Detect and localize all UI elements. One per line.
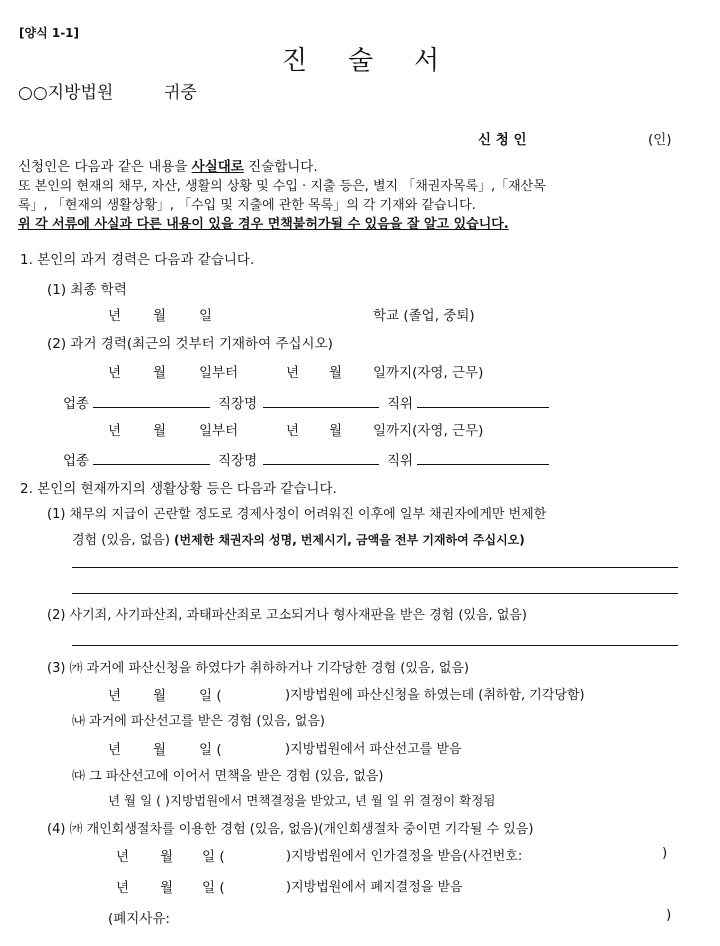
career2-industry-label: 업종: [63, 453, 90, 469]
career2-from-day: 일부터: [199, 423, 239, 439]
career1-to-year: 년: [286, 365, 300, 381]
career2-company-field[interactable]: [263, 464, 379, 465]
q3c-label: ㈐ 그 파산선고에 이어서 면책을 받은 경험 (있음, 없음): [72, 769, 384, 784]
q4-approval-month: 월: [160, 849, 174, 865]
career2-position-field[interactable]: [417, 464, 549, 465]
q3c-detail: 년 월 일 ( )지방법원에서 면책결정을 받았고, 년 월 일 위 결정이 확정됨: [108, 793, 496, 808]
intro-warning: 위 각 서류에 사실과 다른 내용이 있을 경우 면책불허가될 수 있음을 잘 알고 있습니다.: [18, 217, 509, 232]
q4-abolish-day: 일 (: [202, 880, 225, 896]
title-char-3: 서: [414, 46, 440, 76]
q2-answer-line[interactable]: [72, 645, 678, 646]
career1-from-day: 일부터: [199, 365, 239, 381]
edu-year: 년: [108, 308, 122, 324]
career2-from-month: 월: [153, 423, 167, 439]
q4-abolish-year: 년: [116, 880, 130, 896]
q4-abolish-detail: )지방법원에서 폐지결정을 받음: [286, 880, 463, 895]
q3a-month: 월: [153, 688, 167, 704]
q4-abolish-month: 월: [160, 880, 174, 896]
career2-to-month: 월: [329, 423, 343, 439]
q4-approval-close: ): [662, 845, 668, 861]
career2-from-year: 년: [108, 423, 122, 439]
q1-line-1: (1) 채무의 지급이 곤란할 정도로 경제사정이 어려워진 이후에 일부 채권자에게만 번제한: [47, 507, 547, 522]
form-code: [양식 1-1]: [19, 26, 80, 40]
career1-industry-field[interactable]: [93, 407, 210, 408]
q4-approval-day: 일 (: [202, 849, 225, 865]
education-label: (1) 최종 학력: [47, 282, 127, 298]
career1-to-day: 일까지(자영, 근무): [373, 365, 484, 381]
career2-position-label: 직위: [387, 453, 414, 469]
q3b-detail: )지방법원에서 파산선고를 받음: [285, 742, 462, 757]
q3a-label: (3) ㈎ 과거에 파산신청을 하였다가 취하하거나 기각당한 경험 (있음, 없음): [47, 661, 469, 676]
q4-approval-detail: )지방법원에서 인가결정을 받음(사건번호:: [286, 849, 523, 864]
title-char-1: 진: [282, 46, 308, 76]
career1-industry-label: 업종: [63, 396, 90, 412]
edu-day: 일: [199, 308, 213, 324]
court-suffix: 귀중: [164, 83, 197, 103]
career2-to-day: 일까지(자영, 근무): [373, 423, 484, 439]
q3b-label: ㈏ 과거에 파산선고를 받은 경험 (있음, 없음): [72, 714, 325, 729]
q4-approval-year: 년: [116, 849, 130, 865]
career1-position-label: 직위: [387, 396, 414, 412]
q4-reason-label: (폐지사유:: [108, 911, 170, 927]
q3a-year: 년: [108, 688, 122, 704]
q3b-month: 월: [153, 742, 167, 758]
career1-company-field[interactable]: [263, 407, 379, 408]
career1-from-month: 월: [153, 365, 167, 381]
career1-position-field[interactable]: [417, 407, 549, 408]
section1-heading: 1. 본인의 과거 경력은 다음과 같습니다.: [20, 252, 255, 268]
career2-company-label: 직장명: [218, 453, 258, 469]
q3b-year: 년: [108, 742, 122, 758]
q4-label: (4) ㈎ 개인회생절차를 이용한 경험 (있음, 없음)(개인회생절차 중이면 기각될 수 있음): [47, 822, 534, 837]
intro-line-1: 신청인은 다음과 같은 내용을 사실대로 진술합니다.: [18, 159, 318, 175]
career2-to-year: 년: [286, 423, 300, 439]
q3a-detail: )지방법원에 파산신청을 하였는데 (취하함, 기각당함): [285, 688, 585, 703]
career-label: (2) 과거 경력(최근의 것부터 기재하여 주십시오): [47, 336, 333, 352]
q3b-day: 일 (: [199, 742, 222, 758]
edu-month: 월: [153, 308, 167, 324]
edu-school: 학교 (졸업, 중퇴): [373, 308, 475, 324]
career1-to-month: 월: [329, 365, 343, 381]
q2-text: (2) 사기죄, 사기파산죄, 과태파산죄로 고소되거나 형사재판을 받은 경험 (있음, 없음): [47, 608, 528, 623]
intro-line-3: 록」, 「현재의 생활상황」, 「수입 및 지출에 관한 목록」의 각 기재와 같습니다.: [18, 198, 476, 213]
title-char-2: 술: [348, 46, 374, 76]
q3a-day: 일 (: [199, 688, 222, 704]
q4-reason-close: ): [666, 907, 672, 923]
career1-company-label: 직장명: [218, 396, 258, 412]
q1-answer-line-2[interactable]: [72, 593, 678, 594]
truthfully-emphasis: 사실대로: [191, 159, 244, 175]
court-name: ○○지방법원: [18, 83, 114, 103]
q1-answer-line-1[interactable]: [72, 567, 678, 568]
career2-industry-field[interactable]: [93, 464, 210, 465]
career1-from-year: 년: [108, 365, 122, 381]
applicant-seal: (인): [648, 132, 672, 148]
q1-line-2: 경험 (있음, 없음) (번제한 채권자의 성명, 번제시기, 금액을 전부 기재하여 주십시오): [72, 533, 525, 548]
section2-heading: 2. 본인의 현재까지의 생활상황 등은 다음과 같습니다.: [20, 481, 337, 497]
intro-line-2: 또 본인의 현재의 채무, 자산, 생활의 상황 및 수입 · 지출 등은, 별지 「채권자목록」,「재산목: [18, 179, 546, 194]
applicant-label: 신 청 인: [478, 132, 527, 148]
